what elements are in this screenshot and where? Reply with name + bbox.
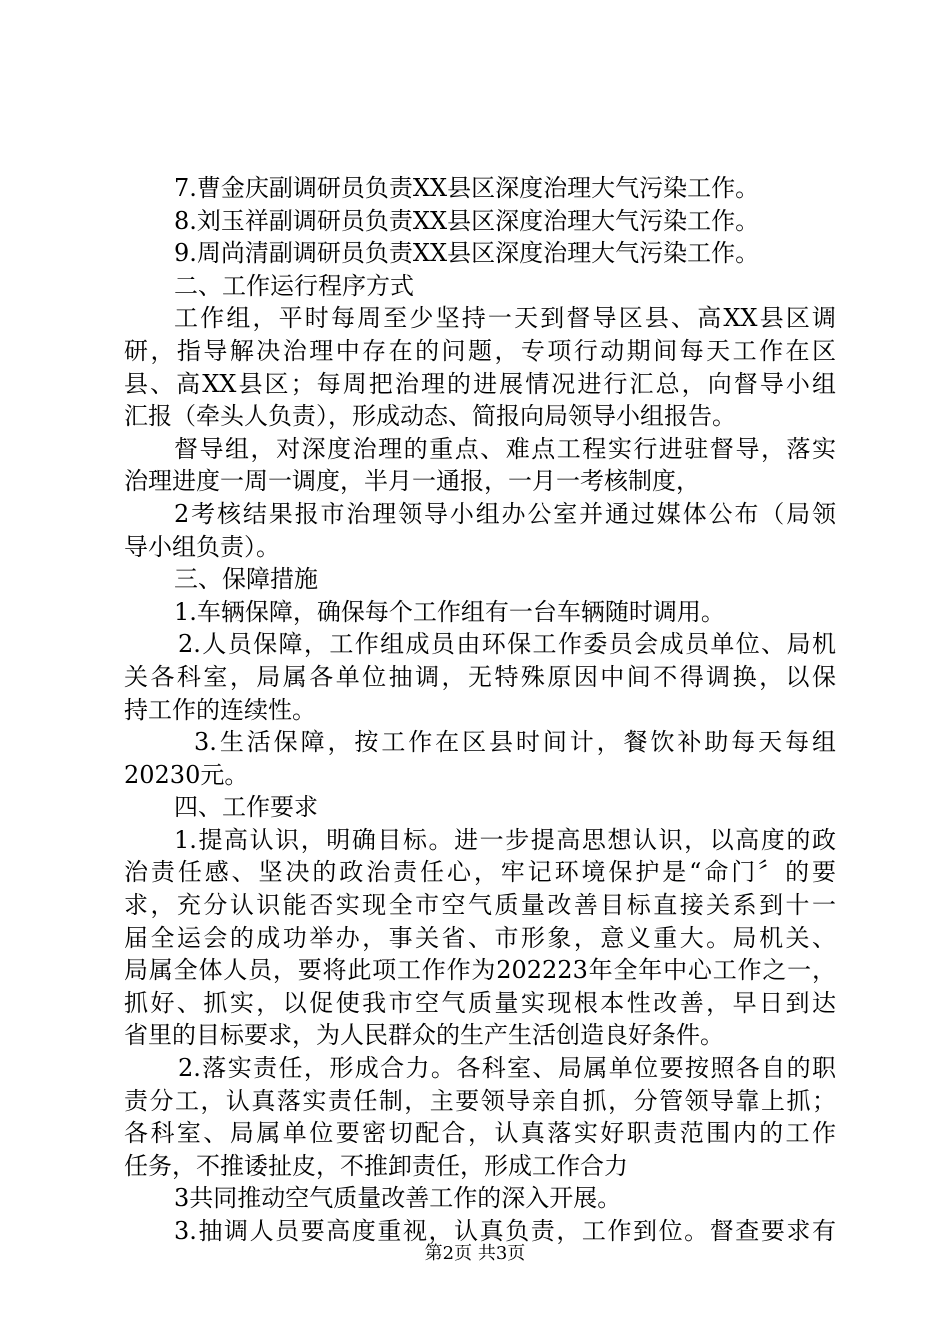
list-item: 1.提高认识，明确目标。进一步提高思想认识，以高度的政	[174, 825, 836, 854]
paragraph-line: 汇报（牵头人负责），形成动态、简报向局领导小组报告。	[124, 402, 736, 431]
list-item: 2.落实责任，形成合力。各科室、局属单位要按照各自的职	[178, 1054, 836, 1083]
list-item-9: 9.周尚清副调研员负责XX县区深度治理大气污染工作。	[174, 239, 760, 268]
paragraph-line: 研，指导解决治理中存在的问题，专项行动期间每天工作在区	[124, 336, 836, 365]
document-body	[124, 172, 836, 1248]
list-item: 1.车辆保障，确保每个工作组有一台车辆随时调用。	[174, 597, 725, 626]
section-heading-3: 三、保障措施	[174, 565, 318, 594]
paragraph-line: 求，充分认识能否实现全市空气质量改善目标直接关系到十一	[124, 891, 836, 920]
paragraph-line: 局属全体人员，要将此项工作作为202223年全年中心工作之一，	[124, 956, 836, 985]
list-item: 3.生活保障，按工作在区县时间计，餐饮补助每天每组	[194, 728, 836, 757]
paragraph-line: 导小组负责）。	[124, 532, 280, 561]
paragraph-line: 县、高XX县区；每周把治理的进展情况进行汇总，向督导小组	[124, 369, 836, 398]
paragraph-line: 督导组，对深度治理的重点、难点工程实行进驻督导，落实	[174, 434, 836, 463]
section-heading-2: 二、工作运行程序方式	[174, 271, 414, 300]
paragraph-line: 2考核结果报市治理领导小组办公室并通过媒体公布（局领	[174, 499, 836, 528]
paragraph-line: 3共同推动空气质量改善工作的深入开展。	[174, 1184, 622, 1213]
paragraph-line: 任务，不推诿扯皮，不推卸责任，形成工作合力	[124, 1151, 628, 1180]
list-item: 3.抽调人员要高度重视，认真负责，工作到位。督查要求有	[174, 1217, 836, 1245]
section-heading-4: 四、工作要求	[174, 793, 318, 822]
paragraph-line: 责分工，认真落实责任制，主要领导亲自抓，分管领导靠上抓；	[124, 1086, 836, 1115]
paragraph-line: 持工作的连续性。	[124, 695, 316, 724]
paragraph-line: 各科室、局属单位要密切配合，认真落实好职责范围内的工作	[124, 1119, 836, 1148]
paragraph-line: 治责任感、坚决的政治责任心，牢记环境保护是“命门〞的要	[124, 858, 836, 887]
paragraph-line: 省里的目标要求，为人民群众的生产生活创造良好条件。	[124, 1021, 724, 1050]
paragraph-line: 20230元。	[124, 760, 249, 789]
paragraph-line: 工作组，平时每周至少坚持一天到督导区县、高XX县区调	[174, 304, 836, 333]
list-item-7: 7.曹金庆副调研员负责XX县区深度治理大气污染工作。	[174, 174, 760, 202]
page-footer: 第2页 共3页	[424, 1243, 526, 1264]
paragraph-line: 治理进度一周一调度，半月一通报，一月一考核制度，	[124, 467, 700, 496]
paragraph-line: 届全运会的成功举办，事关省、市形象，意义重大。局机关、	[124, 923, 836, 952]
list-item-8: 8.刘玉祥副调研员负责XX县区深度治理大气污染工作。	[174, 206, 760, 235]
paragraph-line: 关各科室，局属各单位抽调，无特殊原因中间不得调换，以保	[124, 662, 836, 691]
list-item: 2.人员保障，工作组成员由环保工作委员会成员单位、局机	[178, 630, 836, 659]
paragraph-line: 抓好、抓实，以促使我市空气质量实现根本性改善，早日到达	[124, 988, 836, 1017]
